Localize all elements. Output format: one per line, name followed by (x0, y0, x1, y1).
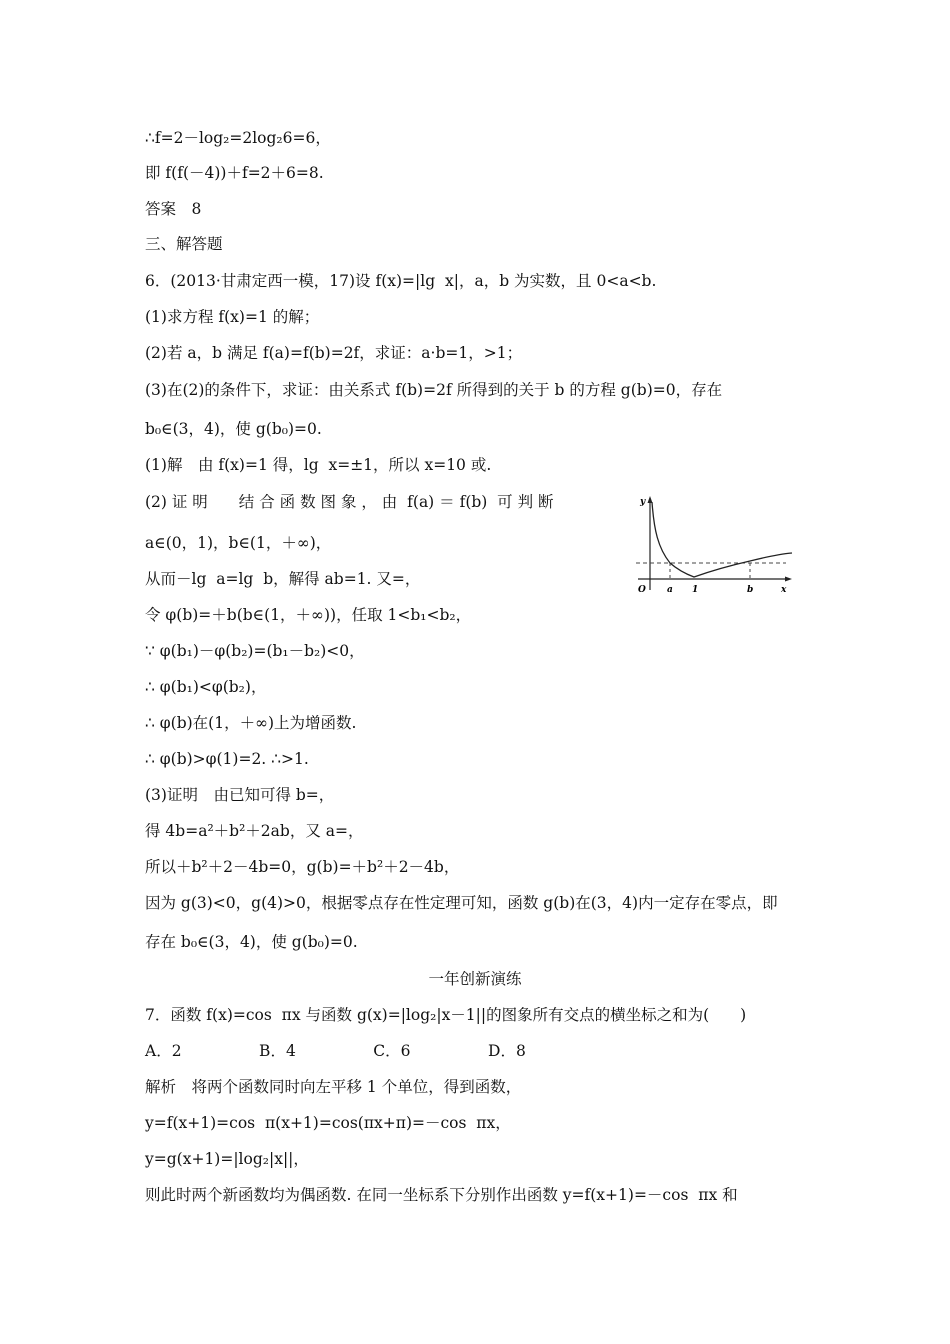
solution-line: 令 φ(b)=＋b(b∈(1，＋∞))，任取 1<b₁<b₂， (145, 606, 472, 624)
solution-7-head: 解析 将两个函数同时向左平移 1 个单位，得到函数， (145, 1078, 522, 1096)
solution-line: y=g(x+1)=|log₂|x||， (145, 1150, 309, 1168)
solution-line: a∈(0，1)，b∈(1，＋∞)， (145, 534, 332, 552)
solution-line: 则此时两个新函数均为偶函数. 在同一坐标系下分别作出函数 y=f(x+1)=－cos πx 和 (145, 1186, 738, 1204)
solution-line: 所以＋b²＋2－4b=0，g(b)=＋b²＋2－4b， (145, 858, 460, 876)
function-graph-figure (628, 490, 798, 600)
problem-7-statement: 7．函数 f(x)=cos πx 与函数 g(x)=|log₂|x－1||的图象所有交点的横坐标之和为( ) (145, 1006, 747, 1024)
solution-line: y=f(x+1)=cos π(x+1)=cos(πx+π)=－cos πx， (145, 1114, 511, 1132)
solution-line: ∵ φ(b₁)－φ(b₂)=(b₁－b₂)<0， (145, 642, 365, 660)
problem-6-statement: 6．(2013·甘肃定西一模，17)设 f(x)=|lg x|，a，b 为实数，且 0<a<b. (145, 272, 657, 290)
section-heading: 三、解答题 (145, 235, 223, 253)
problem-6-part1: (1)求方程 f(x)=1 的解； (145, 308, 320, 326)
function-curve (652, 502, 792, 577)
problem-7-options: A．2 B．4 C．6 D．8 (145, 1042, 526, 1060)
solution-line: 得 4b=a²＋b²＋2ab，又 a=， (145, 822, 364, 840)
solution-line: 因为 g(3)<0，g(4)>0，根据零点存在性定理可知，函数 g(b)在(3，4)内一定存在零点，即 (145, 894, 778, 912)
problem-6-part3-cont: b₀∈(3，4)，使 g(b₀)=0. (145, 420, 322, 438)
label-origin: O (638, 585, 646, 595)
x-axis-arrow (785, 577, 792, 582)
solution-line: ∴ φ(b₁)<φ(b₂)， (145, 678, 267, 696)
problem-6-part3: (3)在(2)的条件下，求证：由关系式 f(b)=2f 所得到的关于 b 的方程 g(b)=0，存在 (145, 381, 723, 399)
problem-6-part2: (2)若 a，b 满足 f(a)=f(b)=2f，求证：a·b=1，>1； (145, 344, 523, 362)
solution-part2-head: (2) 证 明 结 合 函 数 图 象 ， 由 f(a) ＝ f(b) 可 判 断 (145, 493, 554, 511)
solution-part3: (3)证明 由已知可得 b=， (145, 786, 335, 804)
label-y: y (640, 497, 646, 507)
solution-line: ∴ φ(b)在(1，＋∞)上为增函数. (145, 714, 357, 732)
answer-line: 答案 8 (145, 200, 202, 218)
solution-line: ∴f=2－log₂=2log₂6=6， (145, 129, 331, 147)
label-b: b (747, 585, 754, 595)
label-1: 1 (692, 585, 699, 595)
section-title: 一年创新演练 (428, 970, 522, 988)
solution-part1: (1)解 由 f(x)=1 得，lg x=±1，所以 x=10 或. (145, 456, 492, 474)
y-axis-arrow (648, 496, 653, 503)
solution-line: ∴ φ(b)>φ(1)=2. ∴>1. (145, 750, 309, 768)
label-a: a (667, 585, 673, 595)
solution-line: 从而－lg a=lg b，解得 ab=1. 又=， (145, 570, 421, 588)
label-x: x (781, 585, 787, 595)
solution-line: 即 f(f(－4))＋f=2＋6=8. (145, 164, 324, 182)
solution-line: 存在 b₀∈(3，4)，使 g(b₀)=0. (145, 933, 358, 951)
